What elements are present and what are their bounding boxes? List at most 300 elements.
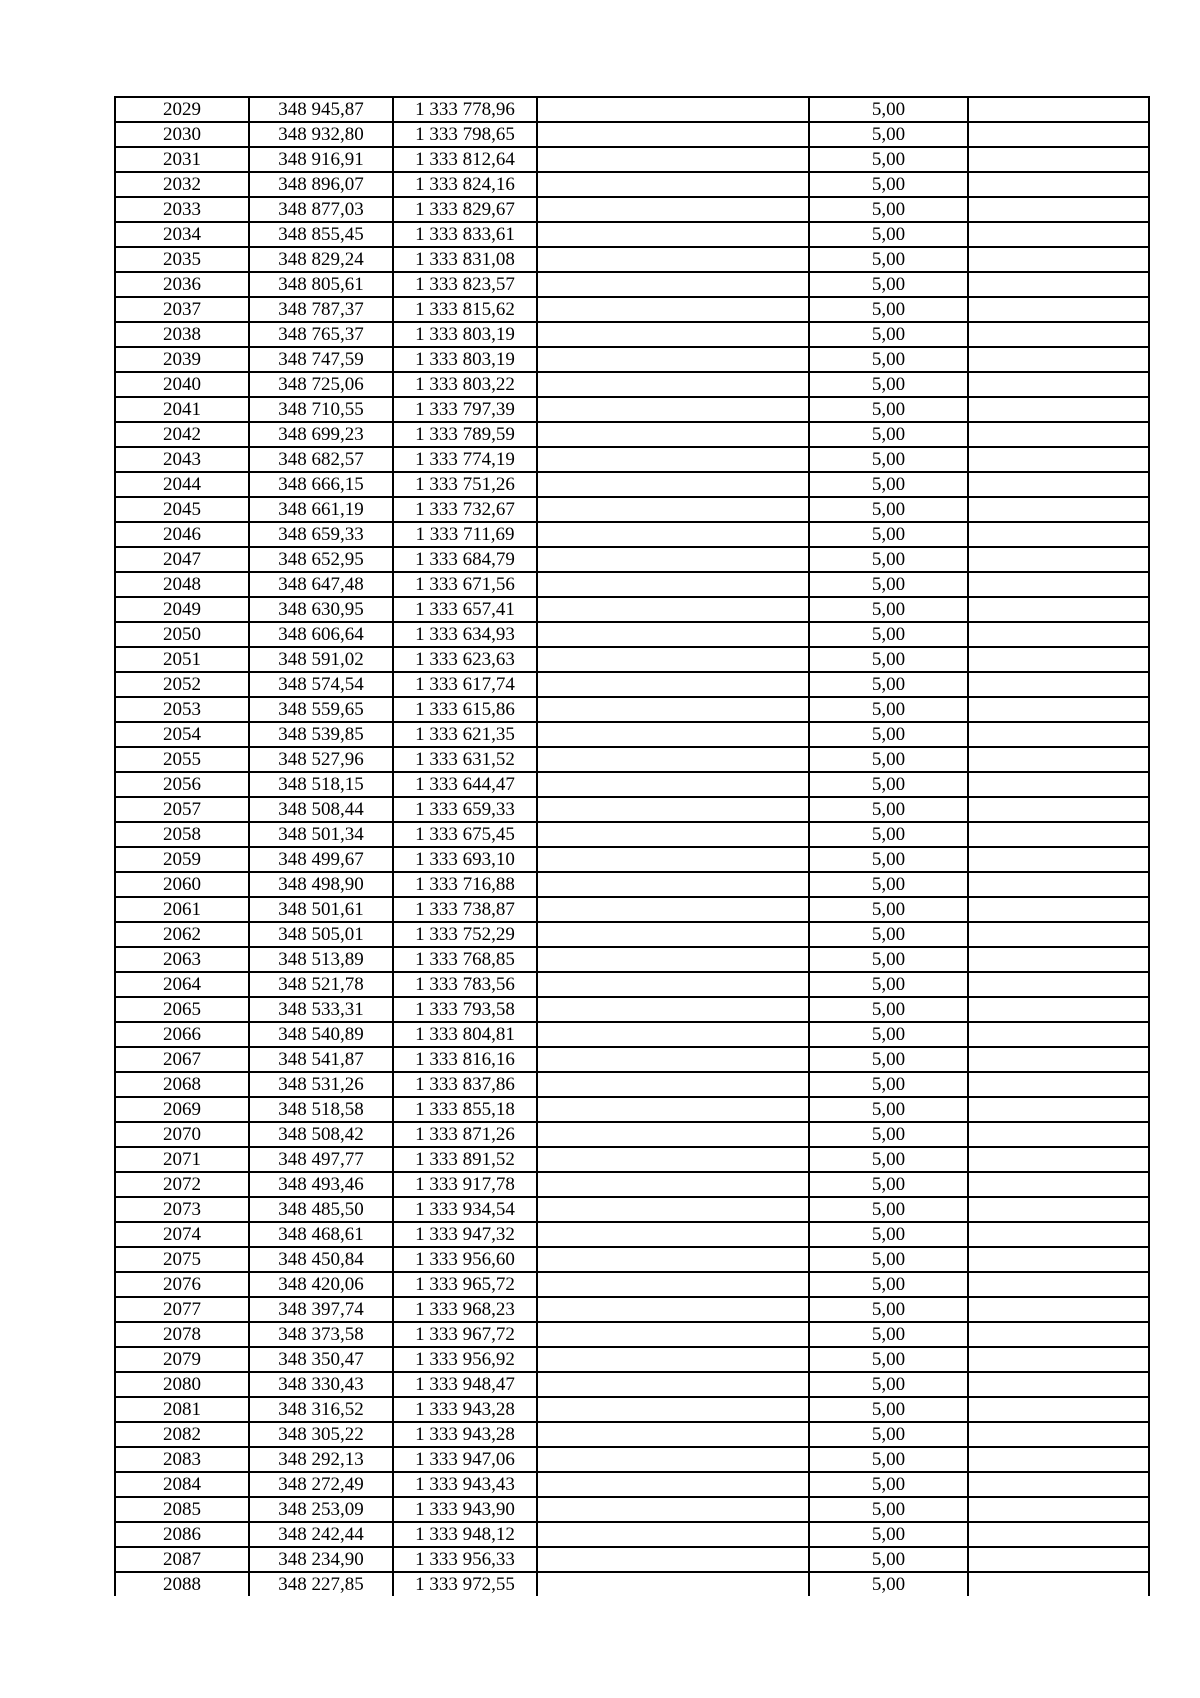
point-number-cell: 2056 bbox=[116, 772, 249, 797]
point-number-cell: 2082 bbox=[116, 1422, 249, 1447]
table-row bbox=[116, 822, 1148, 847]
table-row bbox=[116, 522, 1148, 547]
value-cell: 5,00 bbox=[809, 997, 968, 1022]
table-row bbox=[116, 1197, 1148, 1222]
value-cell: 5,00 bbox=[809, 747, 968, 772]
y-coordinate-cell: 1 333 711,69 bbox=[393, 522, 537, 547]
value-cell: 5,00 bbox=[809, 797, 968, 822]
empty-cell bbox=[537, 422, 809, 447]
empty-cell bbox=[537, 372, 809, 397]
x-coordinate-cell: 348 501,61 bbox=[249, 897, 393, 922]
x-coordinate-cell: 348 505,01 bbox=[249, 922, 393, 947]
empty-cell bbox=[537, 522, 809, 547]
point-number-cell: 2068 bbox=[116, 1072, 249, 1097]
y-coordinate-cell: 1 333 803,22 bbox=[393, 372, 537, 397]
empty-cell bbox=[968, 322, 1148, 347]
value-cell: 5,00 bbox=[809, 1147, 968, 1172]
table-row bbox=[116, 1147, 1148, 1172]
point-number-cell: 2033 bbox=[116, 197, 249, 222]
x-coordinate-cell: 348 829,24 bbox=[249, 247, 393, 272]
x-coordinate-cell: 348 450,84 bbox=[249, 1247, 393, 1272]
x-coordinate-cell: 348 316,52 bbox=[249, 1397, 393, 1422]
point-number-cell: 2050 bbox=[116, 622, 249, 647]
empty-cell bbox=[968, 147, 1148, 172]
empty-cell bbox=[968, 872, 1148, 897]
value-cell: 5,00 bbox=[809, 322, 968, 347]
y-coordinate-cell: 1 333 947,06 bbox=[393, 1447, 537, 1472]
empty-cell bbox=[968, 1147, 1148, 1172]
x-coordinate-cell: 348 682,57 bbox=[249, 447, 393, 472]
empty-cell bbox=[968, 197, 1148, 222]
coordinates-table bbox=[114, 96, 1150, 1596]
y-coordinate-cell: 1 333 943,43 bbox=[393, 1472, 537, 1497]
point-number-cell: 2058 bbox=[116, 822, 249, 847]
y-coordinate-cell: 1 333 917,78 bbox=[393, 1172, 537, 1197]
y-coordinate-cell: 1 333 804,81 bbox=[393, 1022, 537, 1047]
point-number-cell: 2032 bbox=[116, 172, 249, 197]
empty-cell bbox=[537, 147, 809, 172]
empty-cell bbox=[537, 447, 809, 472]
table-row bbox=[116, 1297, 1148, 1322]
value-cell: 5,00 bbox=[809, 672, 968, 697]
x-coordinate-cell: 348 508,44 bbox=[249, 797, 393, 822]
empty-cell bbox=[537, 772, 809, 797]
point-number-cell: 2081 bbox=[116, 1397, 249, 1422]
empty-cell bbox=[968, 1172, 1148, 1197]
x-coordinate-cell: 348 501,34 bbox=[249, 822, 393, 847]
empty-cell bbox=[968, 1097, 1148, 1122]
point-number-cell: 2065 bbox=[116, 997, 249, 1022]
value-cell: 5,00 bbox=[809, 1272, 968, 1297]
y-coordinate-cell: 1 333 793,58 bbox=[393, 997, 537, 1022]
empty-cell bbox=[968, 747, 1148, 772]
empty-cell bbox=[537, 572, 809, 597]
y-coordinate-cell: 1 333 659,33 bbox=[393, 797, 537, 822]
empty-cell bbox=[968, 247, 1148, 272]
x-coordinate-cell: 348 527,96 bbox=[249, 747, 393, 772]
table-row bbox=[116, 1422, 1148, 1447]
y-coordinate-cell: 1 333 675,45 bbox=[393, 822, 537, 847]
empty-cell bbox=[537, 997, 809, 1022]
empty-cell bbox=[537, 847, 809, 872]
empty-cell bbox=[537, 1222, 809, 1247]
point-number-cell: 2064 bbox=[116, 972, 249, 997]
empty-cell bbox=[537, 297, 809, 322]
y-coordinate-cell: 1 333 968,23 bbox=[393, 1297, 537, 1322]
y-coordinate-cell: 1 333 768,85 bbox=[393, 947, 537, 972]
value-cell: 5,00 bbox=[809, 147, 968, 172]
x-coordinate-cell: 348 666,15 bbox=[249, 472, 393, 497]
value-cell: 5,00 bbox=[809, 947, 968, 972]
table-row bbox=[116, 972, 1148, 997]
y-coordinate-cell: 1 333 943,28 bbox=[393, 1422, 537, 1447]
empty-cell bbox=[968, 222, 1148, 247]
x-coordinate-cell: 348 508,42 bbox=[249, 1122, 393, 1147]
point-number-cell: 2066 bbox=[116, 1022, 249, 1047]
x-coordinate-cell: 348 493,46 bbox=[249, 1172, 393, 1197]
empty-cell bbox=[537, 1447, 809, 1472]
y-coordinate-cell: 1 333 823,57 bbox=[393, 272, 537, 297]
y-coordinate-cell: 1 333 615,86 bbox=[393, 697, 537, 722]
point-number-cell: 2034 bbox=[116, 222, 249, 247]
value-cell: 5,00 bbox=[809, 1397, 968, 1422]
empty-cell bbox=[968, 1122, 1148, 1147]
x-coordinate-cell: 348 513,89 bbox=[249, 947, 393, 972]
point-number-cell: 2077 bbox=[116, 1297, 249, 1322]
empty-cell bbox=[537, 1097, 809, 1122]
empty-cell bbox=[537, 1372, 809, 1397]
table-row bbox=[116, 422, 1148, 447]
table-row bbox=[116, 147, 1148, 172]
y-coordinate-cell: 1 333 783,56 bbox=[393, 972, 537, 997]
y-coordinate-cell: 1 333 831,08 bbox=[393, 247, 537, 272]
empty-cell bbox=[968, 272, 1148, 297]
table-row bbox=[116, 747, 1148, 772]
point-number-cell: 2039 bbox=[116, 347, 249, 372]
y-coordinate-cell: 1 333 644,47 bbox=[393, 772, 537, 797]
y-coordinate-cell: 1 333 623,63 bbox=[393, 647, 537, 672]
value-cell: 5,00 bbox=[809, 1247, 968, 1272]
table-row bbox=[116, 1247, 1148, 1272]
empty-cell bbox=[537, 897, 809, 922]
empty-cell bbox=[537, 722, 809, 747]
y-coordinate-cell: 1 333 815,62 bbox=[393, 297, 537, 322]
point-number-cell: 2030 bbox=[116, 122, 249, 147]
y-coordinate-cell: 1 333 716,88 bbox=[393, 872, 537, 897]
empty-cell bbox=[968, 1347, 1148, 1372]
empty-cell bbox=[537, 1572, 809, 1596]
table-row bbox=[116, 647, 1148, 672]
y-coordinate-cell: 1 333 751,26 bbox=[393, 472, 537, 497]
empty-cell bbox=[968, 1522, 1148, 1547]
value-cell: 5,00 bbox=[809, 772, 968, 797]
empty-cell bbox=[537, 247, 809, 272]
y-coordinate-cell: 1 333 956,33 bbox=[393, 1547, 537, 1572]
empty-cell bbox=[968, 1422, 1148, 1447]
value-cell: 5,00 bbox=[809, 1172, 968, 1197]
point-number-cell: 2035 bbox=[116, 247, 249, 272]
value-cell: 5,00 bbox=[809, 1322, 968, 1347]
x-coordinate-cell: 348 647,48 bbox=[249, 572, 393, 597]
y-coordinate-cell: 1 333 837,86 bbox=[393, 1072, 537, 1097]
value-cell: 5,00 bbox=[809, 1047, 968, 1072]
y-coordinate-cell: 1 333 833,61 bbox=[393, 222, 537, 247]
x-coordinate-cell: 348 292,13 bbox=[249, 1447, 393, 1472]
empty-cell bbox=[968, 1197, 1148, 1222]
coordinates-table-grid bbox=[116, 98, 1148, 1596]
value-cell: 5,00 bbox=[809, 1097, 968, 1122]
value-cell: 5,00 bbox=[809, 272, 968, 297]
empty-cell bbox=[968, 1447, 1148, 1472]
x-coordinate-cell: 348 253,09 bbox=[249, 1497, 393, 1522]
x-coordinate-cell: 348 606,64 bbox=[249, 622, 393, 647]
x-coordinate-cell: 348 330,43 bbox=[249, 1372, 393, 1397]
x-coordinate-cell: 348 498,90 bbox=[249, 872, 393, 897]
value-cell: 5,00 bbox=[809, 1222, 968, 1247]
table-row bbox=[116, 98, 1148, 122]
empty-cell bbox=[537, 497, 809, 522]
empty-cell bbox=[537, 547, 809, 572]
value-cell: 5,00 bbox=[809, 572, 968, 597]
point-number-cell: 2037 bbox=[116, 297, 249, 322]
table-row bbox=[116, 897, 1148, 922]
empty-cell bbox=[968, 1072, 1148, 1097]
empty-cell bbox=[537, 647, 809, 672]
table-row bbox=[116, 447, 1148, 472]
point-number-cell: 2087 bbox=[116, 1547, 249, 1572]
empty-cell bbox=[537, 1147, 809, 1172]
x-coordinate-cell: 348 533,31 bbox=[249, 997, 393, 1022]
point-number-cell: 2075 bbox=[116, 1247, 249, 1272]
value-cell: 5,00 bbox=[809, 447, 968, 472]
y-coordinate-cell: 1 333 967,72 bbox=[393, 1322, 537, 1347]
value-cell: 5,00 bbox=[809, 1122, 968, 1147]
empty-cell bbox=[537, 822, 809, 847]
y-coordinate-cell: 1 333 824,16 bbox=[393, 172, 537, 197]
point-number-cell: 2073 bbox=[116, 1197, 249, 1222]
table-row bbox=[116, 1222, 1148, 1247]
table-row bbox=[116, 347, 1148, 372]
empty-cell bbox=[968, 1247, 1148, 1272]
table-row bbox=[116, 1472, 1148, 1497]
point-number-cell: 2040 bbox=[116, 372, 249, 397]
y-coordinate-cell: 1 333 943,28 bbox=[393, 1397, 537, 1422]
table-row bbox=[116, 1497, 1148, 1522]
empty-cell bbox=[968, 447, 1148, 472]
table-row bbox=[116, 797, 1148, 822]
x-coordinate-cell: 348 272,49 bbox=[249, 1472, 393, 1497]
x-coordinate-cell: 348 540,89 bbox=[249, 1022, 393, 1047]
value-cell: 5,00 bbox=[809, 897, 968, 922]
value-cell: 5,00 bbox=[809, 1472, 968, 1497]
y-coordinate-cell: 1 333 671,56 bbox=[393, 572, 537, 597]
y-coordinate-cell: 1 333 972,55 bbox=[393, 1572, 537, 1596]
empty-cell bbox=[537, 622, 809, 647]
point-number-cell: 2088 bbox=[116, 1572, 249, 1596]
table-row bbox=[116, 172, 1148, 197]
empty-cell bbox=[537, 872, 809, 897]
x-coordinate-cell: 348 661,19 bbox=[249, 497, 393, 522]
value-cell: 5,00 bbox=[809, 297, 968, 322]
point-number-cell: 2060 bbox=[116, 872, 249, 897]
empty-cell bbox=[537, 1547, 809, 1572]
empty-cell bbox=[968, 397, 1148, 422]
empty-cell bbox=[537, 222, 809, 247]
empty-cell bbox=[968, 547, 1148, 572]
empty-cell bbox=[968, 347, 1148, 372]
empty-cell bbox=[537, 972, 809, 997]
x-coordinate-cell: 348 521,78 bbox=[249, 972, 393, 997]
value-cell: 5,00 bbox=[809, 1522, 968, 1547]
y-coordinate-cell: 1 333 812,64 bbox=[393, 147, 537, 172]
table-row bbox=[116, 1522, 1148, 1547]
y-coordinate-cell: 1 333 789,59 bbox=[393, 422, 537, 447]
empty-cell bbox=[537, 1247, 809, 1272]
value-cell: 5,00 bbox=[809, 1197, 968, 1222]
x-coordinate-cell: 348 659,33 bbox=[249, 522, 393, 547]
point-number-cell: 2045 bbox=[116, 497, 249, 522]
empty-cell bbox=[537, 1347, 809, 1372]
x-coordinate-cell: 348 916,91 bbox=[249, 147, 393, 172]
value-cell: 5,00 bbox=[809, 247, 968, 272]
value-cell: 5,00 bbox=[809, 472, 968, 497]
table-row bbox=[116, 1122, 1148, 1147]
x-coordinate-cell: 348 877,03 bbox=[249, 197, 393, 222]
x-coordinate-cell: 348 242,44 bbox=[249, 1522, 393, 1547]
point-number-cell: 2069 bbox=[116, 1097, 249, 1122]
y-coordinate-cell: 1 333 948,47 bbox=[393, 1372, 537, 1397]
value-cell: 5,00 bbox=[809, 647, 968, 672]
point-number-cell: 2062 bbox=[116, 922, 249, 947]
empty-cell bbox=[968, 697, 1148, 722]
value-cell: 5,00 bbox=[809, 1347, 968, 1372]
empty-cell bbox=[968, 1272, 1148, 1297]
empty-cell bbox=[968, 947, 1148, 972]
empty-cell bbox=[968, 1397, 1148, 1422]
value-cell: 5,00 bbox=[809, 172, 968, 197]
value-cell: 5,00 bbox=[809, 1447, 968, 1472]
y-coordinate-cell: 1 333 947,32 bbox=[393, 1222, 537, 1247]
x-coordinate-cell: 348 373,58 bbox=[249, 1322, 393, 1347]
empty-cell bbox=[537, 1422, 809, 1447]
table-row bbox=[116, 122, 1148, 147]
empty-cell bbox=[537, 747, 809, 772]
table-row bbox=[116, 472, 1148, 497]
x-coordinate-cell: 348 591,02 bbox=[249, 647, 393, 672]
table-row bbox=[116, 947, 1148, 972]
table-row bbox=[116, 1072, 1148, 1097]
table-row bbox=[116, 1572, 1148, 1596]
y-coordinate-cell: 1 333 855,18 bbox=[393, 1097, 537, 1122]
point-number-cell: 2042 bbox=[116, 422, 249, 447]
point-number-cell: 2070 bbox=[116, 1122, 249, 1147]
table-row bbox=[116, 597, 1148, 622]
table-row bbox=[116, 622, 1148, 647]
y-coordinate-cell: 1 333 774,19 bbox=[393, 447, 537, 472]
value-cell: 5,00 bbox=[809, 522, 968, 547]
y-coordinate-cell: 1 333 816,16 bbox=[393, 1047, 537, 1072]
empty-cell bbox=[537, 1072, 809, 1097]
point-number-cell: 2061 bbox=[116, 897, 249, 922]
point-number-cell: 2046 bbox=[116, 522, 249, 547]
table-row bbox=[116, 722, 1148, 747]
y-coordinate-cell: 1 333 956,92 bbox=[393, 1347, 537, 1372]
empty-cell bbox=[968, 897, 1148, 922]
point-number-cell: 2080 bbox=[116, 1372, 249, 1397]
empty-cell bbox=[968, 997, 1148, 1022]
value-cell: 5,00 bbox=[809, 722, 968, 747]
empty-cell bbox=[968, 172, 1148, 197]
empty-cell bbox=[537, 1272, 809, 1297]
table-row bbox=[116, 872, 1148, 897]
point-number-cell: 2051 bbox=[116, 647, 249, 672]
point-number-cell: 2054 bbox=[116, 722, 249, 747]
empty-cell bbox=[968, 522, 1148, 547]
table-row bbox=[116, 1447, 1148, 1472]
value-cell: 5,00 bbox=[809, 547, 968, 572]
point-number-cell: 2048 bbox=[116, 572, 249, 597]
empty-cell bbox=[968, 1047, 1148, 1072]
value-cell: 5,00 bbox=[809, 697, 968, 722]
empty-cell bbox=[537, 922, 809, 947]
empty-cell bbox=[968, 1022, 1148, 1047]
empty-cell bbox=[968, 297, 1148, 322]
y-coordinate-cell: 1 333 803,19 bbox=[393, 347, 537, 372]
empty-cell bbox=[968, 1222, 1148, 1247]
table-row bbox=[116, 497, 1148, 522]
empty-cell bbox=[968, 1372, 1148, 1397]
value-cell: 5,00 bbox=[809, 197, 968, 222]
empty-cell bbox=[968, 422, 1148, 447]
empty-cell bbox=[537, 947, 809, 972]
x-coordinate-cell: 348 531,26 bbox=[249, 1072, 393, 1097]
value-cell: 5,00 bbox=[809, 922, 968, 947]
empty-cell bbox=[537, 1497, 809, 1522]
value-cell: 5,00 bbox=[809, 597, 968, 622]
table-row bbox=[116, 1022, 1148, 1047]
value-cell: 5,00 bbox=[809, 98, 968, 122]
value-cell: 5,00 bbox=[809, 1022, 968, 1047]
point-number-cell: 2084 bbox=[116, 1472, 249, 1497]
y-coordinate-cell: 1 333 934,54 bbox=[393, 1197, 537, 1222]
y-coordinate-cell: 1 333 803,19 bbox=[393, 322, 537, 347]
table-row bbox=[116, 1097, 1148, 1122]
value-cell: 5,00 bbox=[809, 122, 968, 147]
empty-cell bbox=[968, 797, 1148, 822]
x-coordinate-cell: 348 787,37 bbox=[249, 297, 393, 322]
empty-cell bbox=[968, 572, 1148, 597]
table-row bbox=[116, 1397, 1148, 1422]
empty-cell bbox=[537, 122, 809, 147]
y-coordinate-cell: 1 333 752,29 bbox=[393, 922, 537, 947]
y-coordinate-cell: 1 333 684,79 bbox=[393, 547, 537, 572]
y-coordinate-cell: 1 333 891,52 bbox=[393, 1147, 537, 1172]
y-coordinate-cell: 1 333 943,90 bbox=[393, 1497, 537, 1522]
point-number-cell: 2067 bbox=[116, 1047, 249, 1072]
empty-cell bbox=[537, 1122, 809, 1147]
y-coordinate-cell: 1 333 657,41 bbox=[393, 597, 537, 622]
point-number-cell: 2029 bbox=[116, 98, 249, 122]
empty-cell bbox=[968, 597, 1148, 622]
x-coordinate-cell: 348 765,37 bbox=[249, 322, 393, 347]
table-row bbox=[116, 1547, 1148, 1572]
empty-cell bbox=[537, 1197, 809, 1222]
x-coordinate-cell: 348 518,15 bbox=[249, 772, 393, 797]
value-cell: 5,00 bbox=[809, 1572, 968, 1596]
table-row bbox=[116, 572, 1148, 597]
point-number-cell: 2085 bbox=[116, 1497, 249, 1522]
x-coordinate-cell: 348 710,55 bbox=[249, 397, 393, 422]
empty-cell bbox=[537, 98, 809, 122]
value-cell: 5,00 bbox=[809, 497, 968, 522]
empty-cell bbox=[537, 1397, 809, 1422]
empty-cell bbox=[968, 1322, 1148, 1347]
table-body bbox=[116, 98, 1148, 1596]
point-number-cell: 2031 bbox=[116, 147, 249, 172]
point-number-cell: 2074 bbox=[116, 1222, 249, 1247]
empty-cell bbox=[968, 672, 1148, 697]
value-cell: 5,00 bbox=[809, 347, 968, 372]
empty-cell bbox=[537, 697, 809, 722]
point-number-cell: 2083 bbox=[116, 1447, 249, 1472]
empty-cell bbox=[537, 597, 809, 622]
x-coordinate-cell: 348 539,85 bbox=[249, 722, 393, 747]
point-number-cell: 2049 bbox=[116, 597, 249, 622]
value-cell: 5,00 bbox=[809, 822, 968, 847]
point-number-cell: 2078 bbox=[116, 1322, 249, 1347]
point-number-cell: 2043 bbox=[116, 447, 249, 472]
empty-cell bbox=[968, 1297, 1148, 1322]
